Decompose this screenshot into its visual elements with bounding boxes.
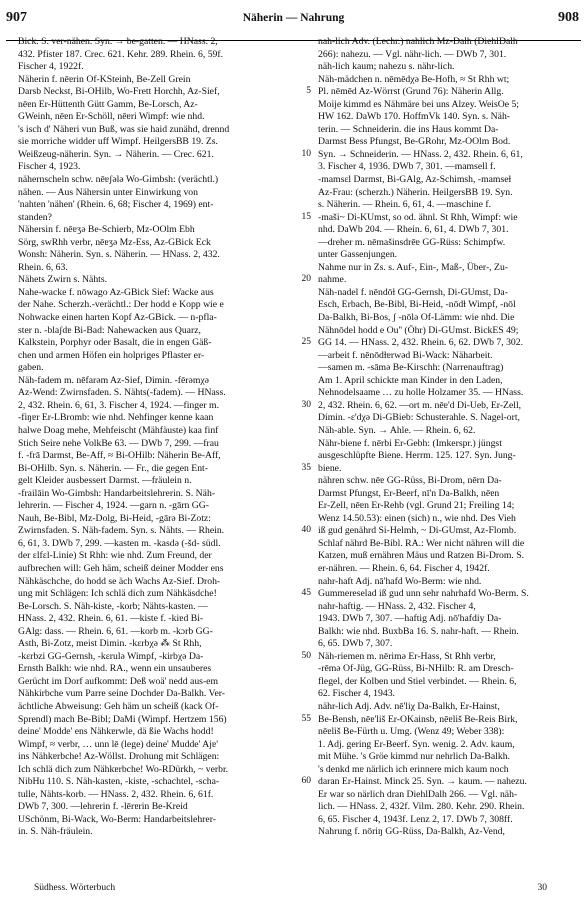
text-line: Katzen, muß ernähren Mäus und Ratzen Bi-Drom. S. — [318, 550, 525, 562]
text-line: s. Nähɐrin. — Rhein. 6, 61, 4. —maschine f. — [318, 199, 491, 211]
text-line: unter Gassenjungen. — [318, 249, 398, 261]
text-line: Nähnōdel hodd e Ou'' (Öhr) Di-GUmst. BickES 49; — [318, 324, 519, 336]
text-line: 6, 61, 3. DWb 7, 299. —kasten m. -kasdǝ (-šd- südl. — [18, 537, 221, 549]
text-line: Näh-fadem m. nēfarǝm Az-Sief, Dimin. -fērǝmχǝ — [18, 374, 209, 386]
text-line: nähren schw. nēɐ GG-Rüss, Bi-Drom, nērn Da- — [318, 475, 502, 487]
line-number: 20 — [301, 274, 311, 285]
text-line: Nähets Zwirn s. Nähts. — [18, 274, 108, 286]
text-line: Moije kimmd es Nähmäre bei uns Alzey. WeisOe 5; — [318, 98, 519, 110]
text-line: daran Er-Hainst. Minck 25. Syn. → kaum. — nahezu. — [318, 776, 527, 788]
text-line: Esch, Erbach, Be-Bibl, Bi-Heid, -nōdɫ Wimpf, -nōl — [318, 299, 516, 311]
line-number: 50 — [301, 650, 311, 661]
text-line: lehrerin. — Fischer 4, 1924. —garn n. -gārn GG- — [18, 500, 210, 512]
text-line: 432. Pfister 187. Crec. 621. Kehr. 289. Rhein. 6, 59f. — [18, 48, 224, 60]
page-header — [0, 10, 587, 38]
text-line: Nähkirbche vum Parre seine Dochder Da-Balkh. Ver- — [18, 688, 226, 700]
text-line: Be-Lorsch. S. Näh-kiste, -korb; Nähts-kasten. — — [18, 600, 208, 612]
text-line: Näherin f. nēɐrin Of-KSteinh, Be-Zell Grein — [18, 73, 191, 85]
text-line: ster n. -blaʃdɐ Bi-Bad: Nahewacken aus Quarz, — [18, 324, 201, 336]
text-line: Er war so närlich dran DiehlDalh 266. — Vgl. näh- — [318, 788, 518, 800]
text-line: Kalkstein, Porphyr oder Basalt, die in engen Gäß- — [18, 337, 212, 349]
text-line: Darsb Neckst, Bi-OHilb, Wo-Frett Horchh, Az-Sief, — [18, 86, 220, 98]
text-line: Bick. S. ver-nähen. Syn. → be-gatten. — HNass. 2, — [18, 36, 218, 47]
text-line: 2, 432. Rhein. 6, 62. —ort m. nēɐ'd Di-Ueb, Er-Zell, — [318, 399, 522, 411]
text-line: Asth, Bi-Zotz, meist Dimin. -kɛrbχǝ ⁂ St Rhh, — [18, 638, 202, 650]
text-line: —arbeit f. nēnōdɫɐrwǝd Bi-Wack: Näharbeit. — [318, 349, 493, 361]
text-line: 62. Fischer 4, 1943. — [318, 688, 395, 700]
text-line: iß gud genährd Si-Helmh, ~ Di-GUmst, Az-Flomb. — [318, 525, 517, 537]
page-footer — [0, 883, 587, 899]
page-number-left: 907 — [6, 10, 27, 25]
text-line: Nähr-biene f. nērbi Er-Gebh: (Imkerspr.) jüngst — [318, 437, 502, 449]
text-line: GWeinh, nēɐn Er-Schöll, nēɐri Wimpf: wie nhd. — [18, 111, 205, 123]
text-line: Gummereselad iß gud unn sehr nahrhafd Wo-Berm. S. — [318, 588, 529, 600]
text-line: Am 1. April schickte man Kinder in den Laden, — [318, 374, 503, 386]
text-line: Balkh: wie nhd. BuxbBa 16. S. nahr-haft. — Rhein. — [318, 625, 519, 637]
text-line: 3. Fischer 4, 1936. DWb 7, 301. —mamsell f. — [318, 161, 496, 173]
line-number: 15 — [301, 211, 311, 222]
text-line: nhd. DaWb 204. — Rhein. 6, 61, 4. DWb 7, 301. — [318, 224, 509, 236]
text-line: gaben. — [18, 362, 44, 374]
text-line: -mamsɛl Darmst, Bi-GAlg, Az-Schimsh, -mamseɫ — [318, 174, 512, 186]
text-line: Fischer 4, 1923. — [18, 161, 81, 173]
text-line: 6, 65. DWb 7, 307. — [318, 638, 393, 650]
text-line: Be-Bensh, nēɐ'liš Er-OKainsb, nēɐliš Be-Reis Birk, — [318, 713, 518, 725]
text-line: Wonsh: Näherin. Syn. s. Nähɐrin. — HNass. 2, 432. — [18, 249, 220, 261]
text-line: Darmst Bess Pfungst, Be-GRohr, Mz-OOlm Bod. — [318, 136, 511, 148]
text-line: ung mit Schlägen: Ich schlä dich zum Nähkäsdche! — [18, 588, 217, 600]
text-line: HNass. 2, 432. Rhein. 6, 61. —kiste f. -kiɐd Bi- — [18, 613, 204, 625]
text-line: nahme. — [318, 274, 347, 286]
text-line: lich. — HNass. 2, 432f. Vilm. 280. Kehr. 290. Rhein. — [318, 801, 525, 813]
text-line: Wimpf, ≈ verbr, … unn lē (lege) deine' Mudde' Ajɐ' — [18, 738, 218, 750]
text-line: Wenz 14.50.53): einen (sich) n., wie nhd. Des Vieh — [318, 512, 516, 524]
text-line: 6, 65. Fischer 4, 1943f. Lenz 2, 17. DWb 7, 308ff. — [318, 813, 513, 825]
right-column — [318, 36, 576, 839]
footer-publication: Südhess. Wörterbuch — [34, 883, 116, 893]
text-line: Darmst Pfungst, Er-Beerf, nī'n Da-Balkh, nēɐn — [318, 487, 500, 499]
line-number: 30 — [301, 399, 311, 410]
text-line: nähernscheln schw. nēɐʃǝlǝ Wo-Gimbsh: (verächtl.) — [18, 174, 219, 186]
text-line: ächtliche Abweisung: Geh häm un scheiß (kack Of- — [18, 700, 219, 712]
text-line: -fiŋɐr Er-LBromb: wie nhd. Nehfinger kenne kaan — [18, 412, 214, 424]
text-line: f. -frā Darmst, Be-Aff, ≈ Bi-OHilb: Näherin Be-Aff, — [18, 450, 221, 462]
text-line: aufbrechen will: Geh häm, scheiß deiner Modder ens — [18, 562, 224, 574]
text-line: 1943. DWb 7, 307. —haftig Adj. nō'hafdiy Da- — [318, 613, 502, 625]
text-line: USchönm, Bi-Wack, Wo-Berm: Handarbeitslehrer- — [18, 813, 216, 825]
text-line: Ernsth Balkh: wie nhd. RA., wenn ein unsauberes — [18, 663, 212, 675]
line-number: 35 — [301, 462, 311, 473]
line-number: 25 — [301, 337, 311, 348]
text-line: deine' Modde' ens Nähkɐrwle, dä ßie Wachs hodd! — [18, 726, 214, 738]
text-line: nēɐliš Be-Fürth u. Umg. (Wenz 49; Weber 338): — [318, 726, 505, 738]
text-line: GAlg: dass. — Rhein. 6, 61. —korb m. -kɔrb GG- — [18, 625, 213, 637]
footer-sheet-number: 30 — [537, 883, 547, 893]
text-line: Näh-riemen m. nērimǝ Er-Hass, St Rhh verbr, — [318, 650, 496, 662]
text-line: Sprendl) mach Be-Bibl; DaMi (Wimpf. Hertzem 156) — [18, 713, 227, 725]
running-title: Näherin — Nahrung — [242, 12, 345, 24]
text-line: Zwirnsfaden. S. Näh-fadem. Syn. s. Nähts. — Rhein. — [18, 525, 225, 537]
text-line: Bi-OHilb. Syn. s. Nähɐrin. — Fr., die gegen Ent- — [18, 462, 208, 474]
text-line: Syn. → Schneiderin. — HNass. 2, 432. Rhein. 6, 61, — [318, 148, 523, 160]
text-line: nēɐn Er-Hüttenth Gütt Gamm, Be-Lorsch, Az- — [18, 98, 198, 110]
text-line: -maši~ Di-KUmst, so od. ähnl. St Rhh, Wimpf: wie — [318, 211, 518, 223]
text-line: 266): nahezu. — Vgl. nähr-lich. — DWb 7, 301. — [318, 48, 507, 60]
text-line: näh-lich kaum; nahezu s. nähr-lich. — [318, 61, 455, 73]
line-number: 45 — [301, 588, 311, 599]
text-line: ins Nähkɐrbche! Az-Wöllst. Drohung mit Schlägen: — [18, 751, 220, 763]
text-line: er-nähren. — Rhein. 6, 64. Fischer 4, 1942f. — [318, 562, 490, 574]
text-line: Nahe-wacke f. nōwago Az-GBick Sief: Wacke aus — [18, 286, 214, 298]
text-line: 1. Adj. gering Er-Beerf. Syn. wenig. 2. Adv. kaum, — [318, 738, 515, 750]
text-line: GG 14. — HNass. 2, 432. Rhein. 6, 62. DWb 7, 302. — [318, 337, 524, 349]
text-line: Gerücht im Dorf aufkommt: Deß woä' nedd aus-em — [18, 675, 219, 687]
text-line: gelt Kleider ausbessert Darmst. —fräulein n. — [18, 475, 192, 487]
text-line: Näh-nadel f. nēndōɫ GG-Gernsh, Di-GUmst, Da- — [318, 286, 508, 298]
text-line: Nohwacke einen harten Kopf Az-GBick. — n-pfla- — [18, 312, 217, 324]
text-line: halwe Doag mehe, Mehfeischt (Mähfäuste) kaa finf — [18, 424, 219, 436]
text-line: Schlaf nährd Be-Bibl. RA.: Wer nicht nähren will die — [318, 537, 525, 549]
text-line: —samen m. -sāmǝ Be-Kirschh: (Narrenauftrag) — [318, 362, 504, 374]
text-line: Näh-mädchen n. nēmēdχǝ Be-Hofh, ≈ St Rhh wt; — [318, 73, 510, 85]
text-line: —dreher m. nēmašinsdrēɐ GG-Rüss: Schimpfw. — [318, 236, 506, 248]
text-line: Az-Frau: (scherzh.) Näherin. HeilgersBB 19. Syn. — [318, 186, 513, 198]
line-number: 40 — [301, 525, 311, 536]
text-line: ausgeschlüpfte Biene. Herrm. 125. 127. Syn. Jung- — [318, 450, 516, 462]
text-line: Er-Zell, nēɐn Er-Rehb (vgl. Grund 21; Freiling 14; — [318, 500, 515, 512]
text-line: -rēmǝ Of-Jüg, GG-Rüss, Bi-NHilb: R. am Dresch- — [318, 663, 514, 675]
text-line: NibHu 110. S. Näh-kasten, -kiste, -schachtel, -scha- — [18, 776, 220, 788]
text-line: standen? — [18, 211, 52, 223]
text-line: Nehnodelsaame … zu holle Holzamer 35. — HNass. — [318, 387, 524, 399]
text-line: Näh-able. Syn. → Ahle. — Rhein. 6, 62. — [318, 424, 476, 436]
text-line: Da-Balkh, Bi-Bos, ʃ -nōlǝ Of-Lämm: wie nhd. Die — [318, 312, 515, 324]
text-line: nähr-lich Adj. Adv. nē'liχ Da-Balkh, Er-Hainst, — [318, 700, 500, 712]
text-line: DWb 7, 300. —lehrerin f. -lērɐrin Be-Kreid — [18, 801, 188, 813]
text-line: terin. — Schneiderin. die ins Haus kommt Da- — [318, 123, 499, 135]
text-line: 's isch d' Nähɐri vun Buß, was sie haid zunähd, drennd — [18, 123, 230, 135]
text-line: 'nahten 'nähen' (Rhein. 6, 68; Fischer 4, 1969) ent- — [18, 199, 214, 211]
text-line: Sörg, swRhh verbr, nēɐʒǝ Mz-Ess, Az-GBick Eck — [18, 236, 211, 248]
text-line: Az-Wend: Zwirnsfaden. S. Nähts(-fadem). — HNass. — [18, 387, 226, 399]
text-line: Ich schlä dich zum Nähkɐrbche! Wo-RDürkh, ~ verbr. — [18, 763, 229, 775]
line-number: 60 — [301, 776, 311, 787]
text-line: Nahme nur in Zs. s. Auf-, Ein-, Maß-, Über-, Zu- — [318, 261, 509, 273]
text-line: Nauh, Be-Bibl, Mz-Dolg, Bi-Heid, -gārǝ Bi-Zotz: — [18, 512, 211, 524]
text-line: -frailāin Wo-Gimbsh: Handarbeitslehrerin. S. Näh- — [18, 487, 216, 499]
text-line: der Nahe. Scherzh.-verächtl.: Der hodd e Kopp wie e — [18, 299, 224, 311]
text-line: Pl. nēmēd Az-Wörrst (Grund 76): Näherin Allg. — [318, 86, 504, 98]
text-line: der ɛlfɛl-Linie) St Rhh: wie nhd. Zum Freund, der — [18, 550, 212, 562]
text-line: Nähersin f. nēɐʒǝ Be-Schierb, Mz-OOlm Ebh — [18, 224, 195, 236]
line-number: 10 — [301, 148, 311, 159]
line-number: 5 — [306, 86, 311, 97]
text-line: nahr-haft Adj. nā'hafd Wo-Berm: wie nhd. — [318, 575, 482, 587]
text-line: -kɛrbzi GG-Gernsh, -kɛrulǝ Wimpf, -kirbχǝ Da- — [18, 650, 204, 662]
page-number-right: 908 — [558, 10, 579, 25]
text-line: sie morriche widder uff Wimpf. HeilgersBB 19. Zs. — [18, 136, 218, 148]
text-line: 's denkd mɐ närlich ich erinnere mich kaum noch — [318, 763, 509, 775]
line-number: 55 — [301, 713, 311, 724]
text-line: Nahrung f. nōriŋ GG-Rüss, Da-Balkh, Az-Vend, — [318, 826, 505, 838]
text-line: biene. — [318, 462, 342, 474]
text-line: HW 162. DaWb 170. HoffmVk 140. Syn. s. Näh- — [318, 111, 511, 123]
left-column — [18, 36, 273, 839]
text-line: nahr-haftig. — HNass. 2, 432. Fischer 4, — [318, 600, 476, 612]
text-line: Stich Seire nehe VolkBe 63. — DWb 7, 299. —frau — [18, 437, 219, 449]
text-line: Rhein. 6, 63. — [18, 261, 68, 273]
text-line: mit Mühe. 's Gröe kimmd nur nehrlich Da-Balkh. — [318, 751, 510, 763]
text-line: chen und armen Höfen ein holpriges Pflaster er- — [18, 349, 205, 361]
text-line: Weißzeug-nähɐrin. Syn. → Nähɐrin. — Crec. 621. — [18, 148, 214, 160]
text-line: flegel, der Kolben und Stiel verbindet. — Rhein. 6, — [318, 675, 517, 687]
text-line: nah-lich Adv. (Lechr.) nahlich Mz-Dalh (DiehlDalh — [318, 36, 518, 47]
text-line: tulle, Nähts-korb. — HNass. 2, 432. Rhein. 6, 61f. — [18, 788, 214, 800]
text-line: Fischer 4, 1922f. — [18, 61, 84, 73]
text-line: 2, 432. Rhein. 6, 61, 3. Fischer 4, 1924. —finger m. — [18, 399, 219, 411]
text-line: in. S. Näh-fräulein. — [18, 826, 93, 838]
text-line: Nähkäschche, do hodd se äch Wachs Az-Sief. Droh- — [18, 575, 221, 587]
text-line: nähen. — Aus Nähɐrsin unter Einwirkung von — [18, 186, 198, 198]
text-line: Dimin. -ɛ'dχǝ Di-GBieb: Schusterahle. S. Nagel-ort, — [318, 412, 520, 424]
